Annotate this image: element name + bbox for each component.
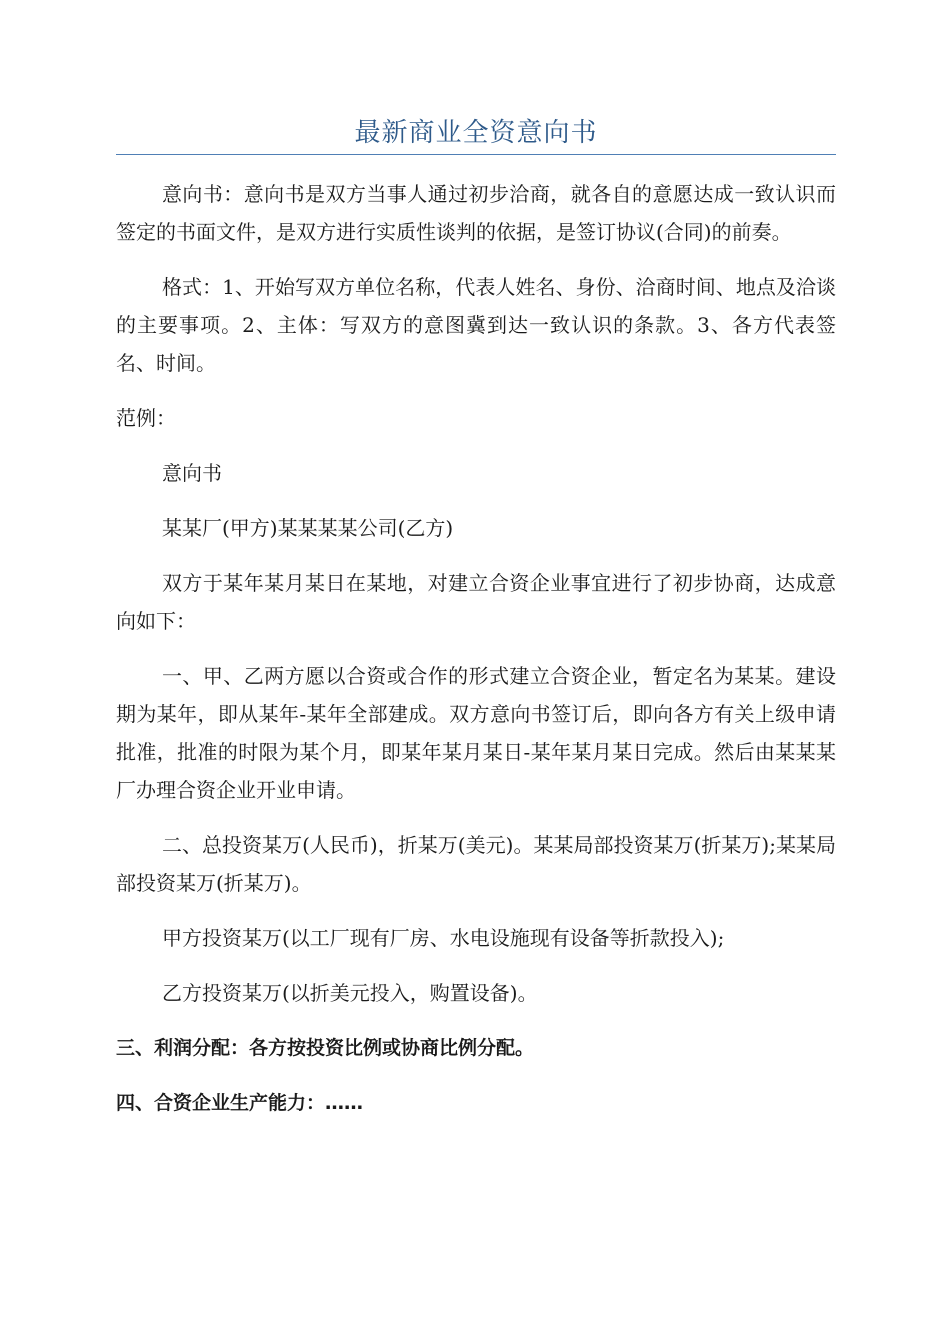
paragraph-clause-1: 一、甲、乙两方愿以合资或合作的形式建立合资企业，暂定名为某某。建设期为某年，即从某年-某年全部建成。双方意向书签订后，即向各方有关上级申请批准，批准的时限为某个月，即某年某月某日-某年某月某日完成。然后由某某某厂办理合资企业开业申请。 xyxy=(116,664,836,802)
paragraph-definition: 意向书：意向书是双方当事人通过初步洽商，就各自的意愿达成一致认识而签定的书面文件，是双方进行实质性谈判的依据，是签订协议(合同)的前奏。 xyxy=(116,182,836,244)
paragraph-example-heading: 范例： xyxy=(116,406,176,430)
paragraph-letter-title: 意向书 xyxy=(162,461,222,485)
document-body xyxy=(116,175,836,1139)
paragraph-clause-4: 四、合资企业生产能力：…… xyxy=(116,1092,364,1114)
title-underline xyxy=(116,154,836,155)
paragraph-clause-2: 二、总投资某万(人民币)，折某万(美元)。某某局部投资某万(折某万);某某局部投资某万(折某万)。 xyxy=(116,833,836,895)
paragraph-clause-3: 三、利润分配：各方按投资比例或协商比例分配。 xyxy=(116,1037,535,1059)
paragraph-parties: 某某厂(甲方)某某某某公司(乙方) xyxy=(162,516,454,540)
paragraph-party-b-investment: 乙方投资某万(以折美元投入，购置设备)。 xyxy=(162,981,538,1005)
paragraph-format: 格式：1、开始写双方单位名称，代表人姓名、身份、洽商时间、地点及洽谈的主要事项。2、主体：写双方的意图冀到达一致认识的条款。3、各方代表签名、时间。 xyxy=(116,275,836,375)
document-title: 最新商业全资意向书 xyxy=(354,118,598,148)
paragraph-intro: 双方于某年某月某日在某地，对建立合资企业事宜进行了初步协商，达成意向如下： xyxy=(116,571,836,633)
paragraph-party-a-investment: 甲方投资某万(以工厂现有厂房、水电设施现有设备等折款投入); xyxy=(162,926,725,950)
